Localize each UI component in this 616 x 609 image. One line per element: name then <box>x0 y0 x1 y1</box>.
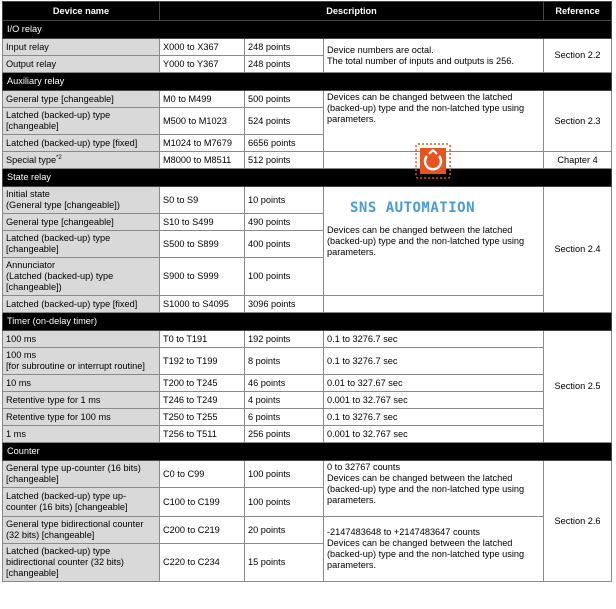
row-points: 46 points <box>245 375 324 392</box>
row-range: T246 to T249 <box>160 392 245 409</box>
section-header-io: I/O relay <box>3 21 612 39</box>
row-range: S500 to S899 <box>160 231 245 258</box>
row-range: S900 to S999 <box>160 258 245 296</box>
row-range: T0 to T191 <box>160 331 245 348</box>
row-name: Output relay <box>3 56 160 73</box>
table-row <box>3 517 612 544</box>
row-points: 10 points <box>245 187 324 214</box>
row-name: Latched (backed-up) type [fixed] <box>3 135 160 152</box>
row-name: 1 ms <box>3 426 160 443</box>
counter-bi-description: -2147483648 to +2147483647 counts Devices can be changed between the latched (backed-up) type and the non-latched type using parameters. <box>324 517 544 582</box>
table-row <box>3 296 612 313</box>
aux-description: Devices can be changed between the latched (backed-up) type and the non-latched type using parameters. <box>324 91 544 152</box>
row-name: General type [changeable] <box>3 214 160 231</box>
row-points: 4 points <box>245 392 324 409</box>
header-row <box>3 2 612 21</box>
io-reference: Section 2.2 <box>544 39 612 73</box>
table-row <box>3 187 612 214</box>
table-row <box>3 348 612 375</box>
row-range: Y000 to Y367 <box>160 56 245 73</box>
header-device-name: Device name <box>3 2 160 21</box>
row-range: S1000 to S4095 <box>160 296 245 313</box>
row-range: T250 to T255 <box>160 409 245 426</box>
row-range: M0 to M499 <box>160 91 245 108</box>
row-points: 8 points <box>245 348 324 375</box>
row-name: 100 ms <box>3 331 160 348</box>
table-row <box>3 426 612 443</box>
row-range: T192 to T199 <box>160 348 245 375</box>
row-name: General type bidirectional counter (32 bits) [changeable] <box>3 517 160 544</box>
row-range: S10 to S499 <box>160 214 245 231</box>
row-range: C100 to C199 <box>160 488 245 517</box>
table-row <box>3 331 612 348</box>
table-row <box>3 461 612 488</box>
row-range: M1024 to M7679 <box>160 135 245 152</box>
row-points: 248 points <box>245 39 324 56</box>
table-row <box>3 39 612 56</box>
state-description: Devices can be changed between the latched (backed-up) type and the non-latched type using parameters. <box>324 187 544 296</box>
row-points: 15 points <box>245 544 324 582</box>
row-points: 248 points <box>245 56 324 73</box>
row-name: Latched (backed-up) type [fixed] <box>3 296 160 313</box>
row-range: C0 to C99 <box>160 461 245 488</box>
row-range: S0 to S9 <box>160 187 245 214</box>
section-header-counter: Counter <box>3 443 612 461</box>
row-name: 100 ms [for subroutine or interrupt routine] <box>3 348 160 375</box>
special-reference: Chapter 4 <box>544 152 612 169</box>
row-name: Special type$^{*2}$ <box>3 152 160 169</box>
row-description: 0.001 to 32.767 sec <box>324 426 544 443</box>
counter-reference: Section 2.6 <box>544 461 612 582</box>
table-row <box>3 91 612 108</box>
row-points: 100 points <box>245 461 324 488</box>
table-row <box>3 152 612 169</box>
row-range: X000 to X367 <box>160 39 245 56</box>
row-points: 490 points <box>245 214 324 231</box>
device-table-page <box>2 1 614 607</box>
row-name: Latched (backed-up) type up- counter (16 bits) [changeable] <box>3 488 160 517</box>
table-row <box>3 409 612 426</box>
section-header-timer: Timer (on-delay timer) <box>3 313 612 331</box>
row-range: T200 to T245 <box>160 375 245 392</box>
row-points: 6 points <box>245 409 324 426</box>
table-row <box>3 392 612 409</box>
counter-up-description: 0 to 32767 counts Devices can be changed between the latched (backed-up) type and the non-latched type using parameters. <box>324 461 544 517</box>
row-name: Latched (backed-up) type bidirectional counter (32 bits) [changeable] <box>3 544 160 582</box>
row-points: 192 points <box>245 331 324 348</box>
state-reference: Section 2.4 <box>544 187 612 313</box>
row-description: 0.1 to 3276.7 sec <box>324 331 544 348</box>
row-name: Initial state (General type [changeable]) <box>3 187 160 214</box>
row-points: 400 points <box>245 231 324 258</box>
row-name: General type up-counter (16 bits) [changeable] <box>3 461 160 488</box>
row-points: 256 points <box>245 426 324 443</box>
section-header-aux: Auxiliary relay <box>3 73 612 91</box>
watermark-logo-icon <box>410 138 456 184</box>
row-points: 524 points <box>245 108 324 135</box>
io-description: Device numbers are octal. The total number of inputs and outputs is 256. <box>324 39 544 73</box>
row-description: 0.001 to 32.767 sec <box>324 392 544 409</box>
row-description: 0.01 to 327.67 sec <box>324 375 544 392</box>
aux-reference: Section 2.3 <box>544 91 612 152</box>
row-range: C200 to C219 <box>160 517 245 544</box>
header-reference: Reference <box>544 2 612 21</box>
row-name: 10 ms <box>3 375 160 392</box>
row-name: Latched (backed-up) type [changeable] <box>3 108 160 135</box>
row-description: 0.1 to 3276.7 sec <box>324 348 544 375</box>
row-points: 6656 points <box>245 135 324 152</box>
row-points: 500 points <box>245 91 324 108</box>
row-points: 512 points <box>245 152 324 169</box>
footnote-marker: *2 <box>56 154 62 161</box>
row-points: 100 points <box>245 258 324 296</box>
row-range: T256 to T511 <box>160 426 245 443</box>
timer-reference: Section 2.5 <box>544 331 612 443</box>
row-name: Retentive type for 1 ms <box>3 392 160 409</box>
row-name: Input relay <box>3 39 160 56</box>
row-points: 20 points <box>245 517 324 544</box>
watermark-text: SNS AUTOMATION <box>350 200 476 216</box>
row-name: Latched (backed-up) type [changeable] <box>3 231 160 258</box>
row-name: General type [changeable] <box>3 91 160 108</box>
row-range: M8000 to M8511 <box>160 152 245 169</box>
device-table <box>2 1 612 582</box>
row-points: 100 points <box>245 488 324 517</box>
row-name: Annunciator (Latched (backed-up) type [changeable]) <box>3 258 160 296</box>
header-description: Description <box>160 2 544 21</box>
table-row <box>3 375 612 392</box>
row-range: C220 to C234 <box>160 544 245 582</box>
row-points: 3096 points <box>245 296 324 313</box>
row-name: Retentive type for 100 ms <box>3 409 160 426</box>
row-range: M500 to M1023 <box>160 108 245 135</box>
row-description: 0.1 to 3276.7 sec <box>324 409 544 426</box>
section-header-state: State relay <box>3 169 612 187</box>
